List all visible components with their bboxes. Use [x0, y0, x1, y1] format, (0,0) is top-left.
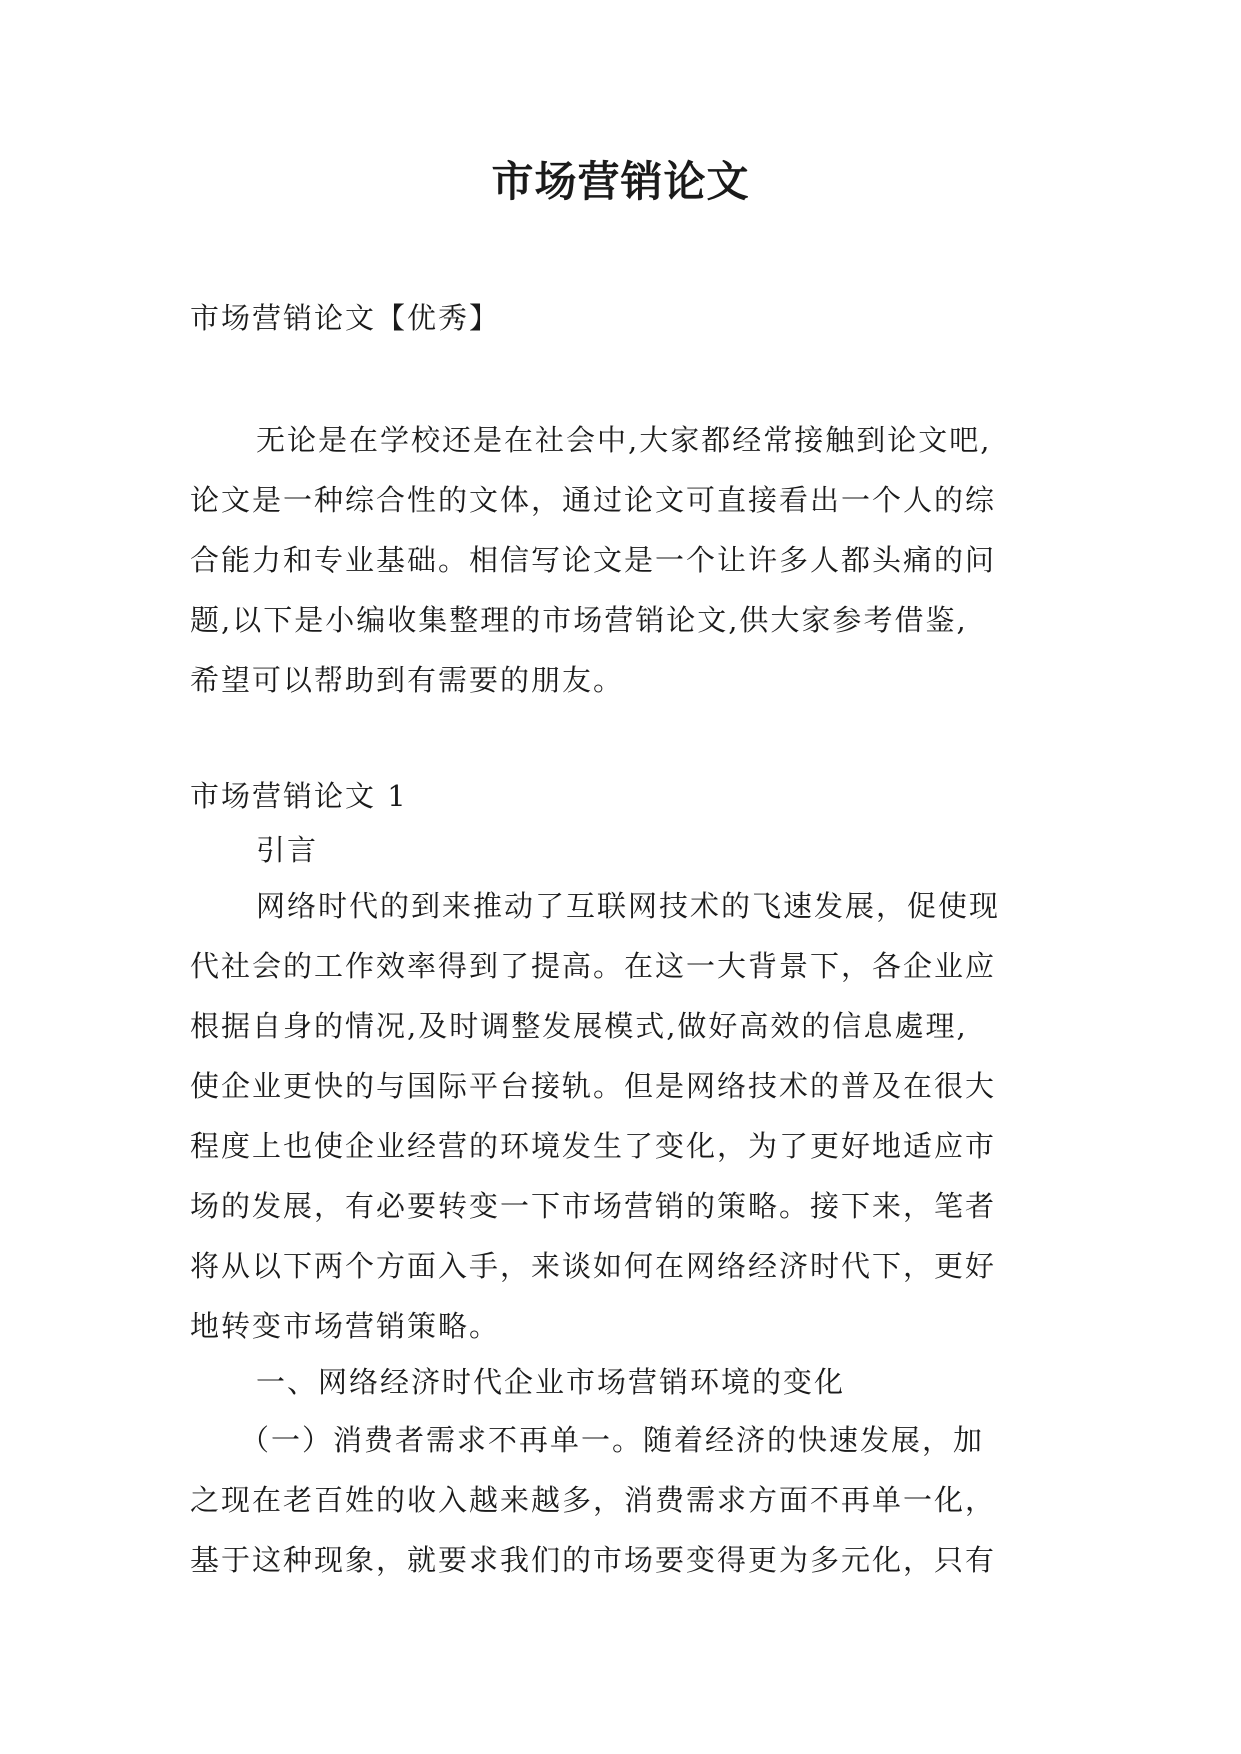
intro-line: 希望可以帮助到有需要的朋友。	[190, 663, 625, 697]
intro-line: 题,以下是小编收集整理的市场营销论文,供大家参考借鉴,	[190, 603, 968, 637]
intro-paragraph	[190, 410, 1050, 710]
body-line: 根据自身的情况,及时调整发展模式,做好高效的信息處理,	[190, 1009, 968, 1043]
body-line: 网络时代的到来推动了互联网技术的飞速发展，促使现	[256, 889, 1001, 923]
body-paragraph	[190, 876, 1050, 1356]
document-body	[190, 288, 1050, 1590]
body-line: 程度上也使企业经营的环境发生了变化，为了更好地适应市	[190, 1129, 997, 1163]
part-line: 基于这种现象，就要求我们的市场要变得更为多元化，只有	[190, 1543, 997, 1577]
body-line: 代社会的工作效率得到了提高。在这一大背景下，各企业应	[190, 949, 997, 983]
intro-line: 论文是一种综合性的文体，通过论文可直接看出一个人的综	[190, 483, 997, 517]
body-line: 场的发展，有必要转变一下市场营销的策略。接下来，笔者	[190, 1189, 997, 1223]
section-title: 市场营销论文 1	[190, 779, 408, 813]
body-line: 将从以下两个方面入手，来谈如何在网络经济时代下，更好	[190, 1249, 997, 1283]
part-line: （一）消费者需求不再单一。随着经济的快速发展，加	[240, 1423, 985, 1457]
section-heading: 引言	[256, 833, 319, 867]
part-paragraph	[190, 1410, 1050, 1590]
document-subtitle: 市场营销论文【优秀】	[190, 301, 501, 335]
body-line: 地转变市场营销策略。	[190, 1309, 501, 1343]
document-title: 市场营销论文	[491, 157, 750, 206]
part-line: 之现在老百姓的收入越来越多，消费需求方面不再单一化，	[190, 1483, 997, 1517]
part-heading: 一、网络经济时代企业市场营销环境的变化	[256, 1365, 846, 1399]
intro-line: 无论是在学校还是在社会中,大家都经常接触到论文吧,	[256, 423, 992, 457]
intro-line: 合能力和专业基础。相信写论文是一个让许多人都头痛的问	[190, 543, 997, 577]
body-line: 使企业更快的与国际平台接轨。但是网络技术的普及在很大	[190, 1069, 997, 1103]
